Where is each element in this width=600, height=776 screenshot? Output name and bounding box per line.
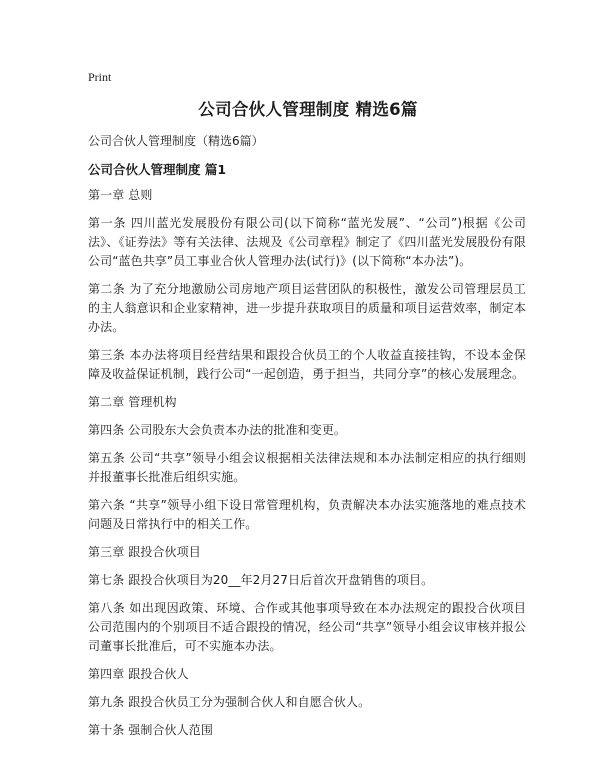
document-body — [88, 186, 526, 749]
article-paragraph: 第五条 公司“共享”领导小组会议根据相关法律法规和本办法制定相应的执行细则并报董事长批准后组织实施。 — [88, 451, 526, 484]
chapter-heading: 第一章 总则 — [88, 188, 153, 202]
document-title: 公司合伙人管理制度 精选6篇 — [198, 100, 418, 119]
article-paragraph: 第一条 四川蓝光发展股份有限公司(以下简称“蓝光发展”、“公司”)根据《公司法》、《证券法》等有关法律、法规及《公司章程》制定了《四川蓝光发展股份有限公司“蓝色共享”员工事业合伙人管理办法(试行)》(以下简称“本办法”)。 — [88, 216, 526, 268]
article-paragraph: 第七条 跟投合伙项目为20__年2月27日后首次开盘销售的项目。 — [88, 573, 434, 587]
article-paragraph: 第二条 为了充分地激励公司房地产项目运营团队的积极性，激发公司管理层员工的主人翁意识和企业家精神，进一步提升获取项目的质量和项目运营效率，制定本办法。 — [88, 282, 526, 334]
article-paragraph: 第八条 如出现因政策、环境、合作或其他事项导致在本办法规定的跟投合伙项目公司范围内的个别项目不适合跟投的情况，经公司“共享”领导小组会议审核并报公司董事长批准后，可不实施本办法。 — [88, 601, 526, 653]
article-paragraph: 第三条 本办法将项目经营结果和跟投合伙员工的个人收益直接挂钩，不设本金保障及收益保证机制，践行公司“一起创造，勇于担当，共同分享”的核心发展理念。 — [88, 348, 526, 381]
article-paragraph: 第十条 强制合伙人范围 — [88, 723, 213, 737]
print-link[interactable]: Print — [88, 70, 112, 84]
article-paragraph: 第四条 公司股东大会负责本办法的批准和变更。 — [88, 423, 347, 437]
chapter-heading: 第三章 跟投合伙项目 — [88, 545, 201, 559]
article-paragraph: 第六条 “共享”领导小组下设日常管理机构，负责解决本办法实施落地的难点技术问题及日常执行中的相关工作。 — [88, 498, 526, 531]
section-heading: 公司合伙人管理制度 篇1 — [88, 162, 227, 177]
article-paragraph: 第九条 跟投合伙员工分为强制合伙人和自愿合伙人。 — [88, 695, 371, 709]
chapter-heading: 第四章 跟投合伙人 — [88, 667, 189, 681]
document-subtitle: 公司合伙人管理制度（精选6篇） — [88, 134, 264, 148]
chapter-heading: 第二章 管理机构 — [88, 395, 177, 409]
